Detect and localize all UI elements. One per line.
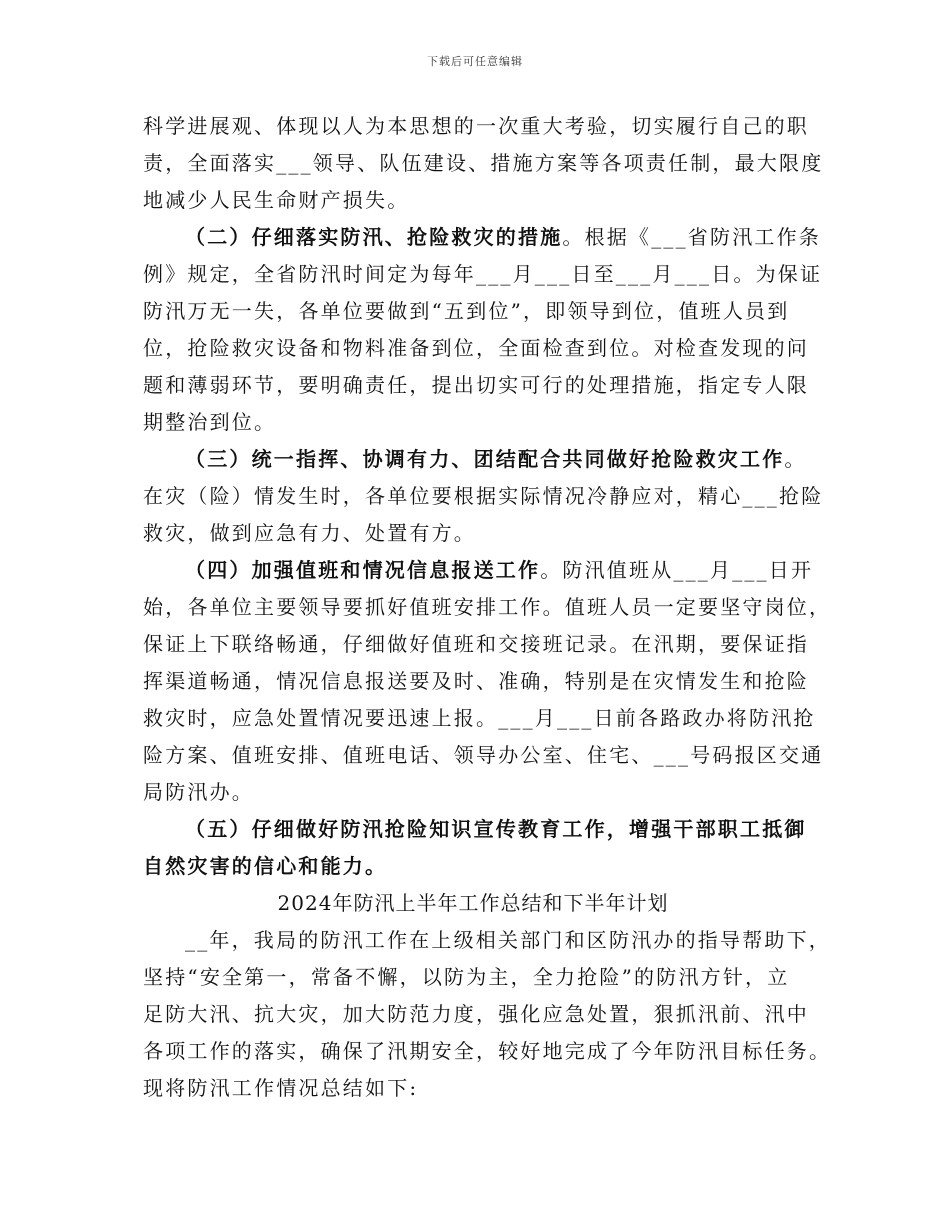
paragraph-line — [143, 515, 823, 552]
line-text: 各项工作的落实，确保了汛期安全，较好地完成了今年防汛目标任务。 — [143, 1039, 832, 1063]
paragraph-line — [143, 700, 823, 737]
paragraph-line — [143, 256, 823, 293]
section-heading: （四）加强值班和情况信息报送工作 — [185, 558, 541, 582]
line-text: 坚持“安全第一，常备不懈，以防为主，全力抢险”的防汛方针，立 — [143, 965, 790, 989]
line-text: 足防大汛、抗大灾，加大防范力度，强化应急处置，狠抓汛前、汛中 — [143, 1002, 809, 1026]
paragraph-line — [143, 774, 823, 811]
section-five-heading-line — [143, 811, 823, 848]
line-text: 。 — [784, 447, 807, 471]
line-text: 防汛万无一失，各单位要做到“五到位”，即领导到位，值班人员到 — [143, 299, 790, 323]
page-header: 下载后可任意编辑 — [427, 55, 523, 68]
document-body — [143, 108, 832, 1107]
section-heading: （三）统一指挥、协调有力、团结配合共同做好抢险救灾工作 — [185, 447, 785, 471]
document-title: 2024年防汛上半年工作总结和下半年计划 — [277, 891, 669, 915]
line-text: __年，我局的防汛工作在上级相关部门和区防汛办的指导帮助下， — [185, 928, 831, 952]
section-heading: （五）仔细做好防汛抢险知识宣传教育工作，增强干部职工抵御 — [185, 817, 807, 841]
section-heading: （二）仔细落实防汛、抢险救灾的措施 — [185, 225, 563, 249]
line-text: 局防汛办。 — [143, 780, 254, 804]
line-text: 例》规定，全省防汛时间定为每年___月___日至___月___日。为保证 — [143, 262, 823, 286]
line-text: 科学进展观、体现以人为本思想的一次重大考验，切实履行自己的职 — [143, 114, 809, 138]
paragraph-line — [143, 293, 823, 330]
line-text: 责，全面落实___领导、队伍建设、措施方案等各项责任制，最大限度 — [143, 151, 824, 175]
section-heading: 自然灾害的信心和能力。 — [143, 854, 388, 878]
paragraph-line — [143, 404, 823, 441]
paragraph-line — [143, 330, 823, 367]
paragraph-line — [143, 478, 823, 515]
paragraph-line — [143, 1033, 832, 1070]
paragraph-line — [143, 589, 832, 626]
paragraph-line — [143, 145, 823, 182]
paragraph-line — [143, 737, 823, 774]
section-four-heading-line — [143, 552, 823, 589]
paragraph-line — [143, 108, 823, 145]
paragraph-line — [143, 996, 823, 1033]
line-text: 地减少人民生命财产损失。 — [143, 188, 410, 212]
line-text: 救灾，做到应急有力、处置有方。 — [143, 521, 476, 545]
paragraph-line — [143, 1070, 823, 1107]
line-text: 始，各单位主要领导要抓好值班安排工作。值班人员一定要坚守岗位， — [143, 595, 832, 619]
line-text: 期整治到位。 — [143, 410, 277, 434]
section-five-heading-line — [143, 848, 823, 885]
line-text: 现将防汛工作情况总结如下: — [143, 1076, 419, 1100]
line-text: 。根据《___省防汛工作条 — [562, 225, 822, 249]
line-text: 位，抢险救灾设备和物料准备到位，全面检查到位。对检查发现的问 — [143, 336, 809, 360]
line-text: 救灾时，应急处置情况要迅速上报。___月___日前各路政办将防汛抢 — [143, 706, 816, 730]
section-three-heading-line — [143, 441, 823, 478]
line-text: 险方案、值班安排、值班电话、领导办公室、住宅、___号码报区交通 — [143, 743, 824, 767]
paragraph-line — [143, 959, 823, 996]
paragraph-line — [143, 663, 823, 700]
line-text: 在灾（险）情发生时，各单位要根据实际情况冷静应对，精心___抢险 — [143, 484, 824, 508]
section-two-heading-line — [143, 219, 823, 256]
paragraph-line — [143, 626, 823, 663]
paragraph-line — [143, 922, 831, 959]
line-text: 挥渠道畅通，情况信息报送要及时、准确，特别是在灾情发生和抢险 — [143, 669, 809, 693]
line-text: 保证上下联络畅通，仔细做好值班和交接班记录。在汛期，要保证指 — [143, 632, 809, 656]
paragraph-line — [143, 367, 823, 404]
paragraph-line — [143, 182, 823, 219]
line-text: 题和薄弱环节，要明确责任，提出切实可行的处理措施，指定专人限 — [143, 373, 809, 397]
line-text: 。防汛值班从___月___日开 — [540, 558, 814, 582]
